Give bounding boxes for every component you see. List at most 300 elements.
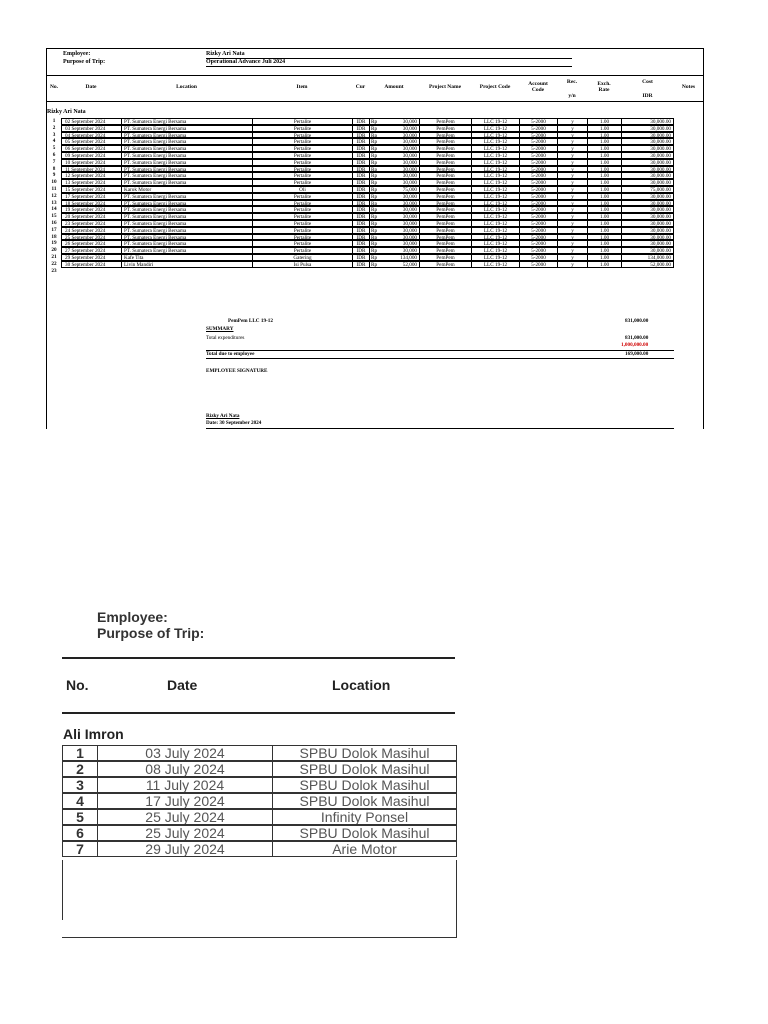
cell-amount: 30,000 <box>381 172 419 179</box>
cell-cur: IDR <box>352 227 369 234</box>
cell-cur: IDR <box>352 152 369 159</box>
cell-amount: 30,000 <box>381 227 419 234</box>
cell-cur: IDR <box>352 179 369 186</box>
cell-exch: 1.00 <box>587 261 621 268</box>
table-row <box>62 761 457 777</box>
cell-no: 19 <box>51 240 57 247</box>
cell-cost: 30,000.00 <box>621 227 674 234</box>
cell-no: 18 <box>51 233 57 240</box>
cell-cost: 30,000.00 <box>621 240 674 247</box>
cell-location: PT. Sumatera Energi Bersama <box>121 240 252 247</box>
cell-location: PT. Sumatera Energi Bersama <box>121 206 252 213</box>
cell-amount: 30,000 <box>381 247 419 254</box>
cell-cur: IDR <box>352 172 369 179</box>
cell-cur: IDR <box>352 125 369 132</box>
cell-rec: y <box>557 261 587 268</box>
cell-item: Pertalite <box>252 132 352 139</box>
cell-item: Pertalite <box>252 213 352 220</box>
cell-date: 15 September 2024 <box>61 186 121 193</box>
cell-item: Pertalite <box>252 152 352 159</box>
cell-date: 05 September 2024 <box>61 138 121 145</box>
col-account: Account <box>528 81 548 87</box>
cell-no: 15 <box>51 213 57 220</box>
cell-account: 5-2000 <box>519 234 557 241</box>
table-row <box>47 200 703 207</box>
cell-no: 23 <box>51 267 57 274</box>
cell-cost: 30,000.00 <box>621 200 674 207</box>
cell-exch: 1.00 <box>587 118 621 125</box>
col-project-name: Project Name <box>428 84 462 90</box>
purpose-label-2: Purpose of Trip: <box>97 625 205 641</box>
cell-date: 24 September 2024 <box>61 227 121 234</box>
cell-rec: y <box>557 152 587 159</box>
summary-divider-bottom <box>206 358 674 359</box>
cell-exch: 1.00 <box>587 254 621 261</box>
cell-no: 1 <box>62 745 97 761</box>
cell-rp: Rp <box>369 172 381 179</box>
cell-account: 5-2000 <box>519 213 557 220</box>
signature-name: Rizky Ari Nata <box>206 413 240 419</box>
cell-project-name: PemPem <box>419 261 471 268</box>
table-row <box>47 179 703 186</box>
cell-date: 11 September 2024 <box>61 166 121 173</box>
cell-account: 5-2000 <box>519 166 557 173</box>
cell-rec: y <box>557 118 587 125</box>
cell-item: Pertalite <box>252 227 352 234</box>
cell-rp: Rp <box>369 247 381 254</box>
cell-item: Oli <box>252 186 352 193</box>
cell-no: 7 <box>52 158 56 165</box>
employee-underline <box>206 58 572 59</box>
cell-project-name: PemPem <box>419 247 471 254</box>
cell-location: SPBU Dolok Masihul <box>272 761 457 777</box>
cell-item: Pertalite <box>252 247 352 254</box>
cell-no: 4 <box>52 138 56 145</box>
cell-location: PT. Sumatera Energi Bersama <box>121 145 252 152</box>
table-row <box>47 220 703 227</box>
cell-rec: y <box>557 179 587 186</box>
cell-no: 2 <box>62 761 97 777</box>
cell-account: 5-2000 <box>519 186 557 193</box>
cell-project-code: LLC 19-12 <box>471 234 519 241</box>
cell-cur: IDR <box>352 254 369 261</box>
cell-rp: Rp <box>369 193 381 200</box>
table-row <box>47 268 703 275</box>
cell-cost: 30,000.00 <box>621 234 674 241</box>
cell-account: 5-2000 <box>519 172 557 179</box>
summary-divider-top <box>206 350 674 351</box>
cell-rp: Rp <box>369 118 381 125</box>
cell-date: 20 September 2024 <box>61 213 121 220</box>
cell-no: 9 <box>52 172 56 179</box>
cell-date: 03 September 2024 <box>61 125 121 132</box>
signature-title: EMPLOYEE SIGNATURE <box>206 368 268 374</box>
cell-date: 02 September 2024 <box>61 118 121 125</box>
cell-rp: Rp <box>369 125 381 132</box>
cell-project-name: PemPem <box>419 220 471 227</box>
cell-amount: 30,000 <box>381 206 419 213</box>
cell-cur: IDR <box>352 247 369 254</box>
cell-location: PT. Sumatera Energi Bersama <box>121 138 252 145</box>
cell-rec: y <box>557 172 587 179</box>
cell-cost: 30,000.00 <box>621 145 674 152</box>
cell-cost: 30,000.00 <box>621 132 674 139</box>
cell-rp: Rp <box>369 240 381 247</box>
cell-date: 11 July 2024 <box>97 777 272 793</box>
cell-item: Pertalite <box>252 118 352 125</box>
table-row <box>47 213 703 220</box>
cell-date: 04 September 2024 <box>61 132 121 139</box>
cell-no: 10 <box>51 179 57 186</box>
cell-date: 23 September 2024 <box>61 220 121 227</box>
cell-location: SPBU Dolok Masihul <box>272 745 457 761</box>
cell-cost: 30,000.00 <box>621 213 674 220</box>
cell-rec: y <box>557 138 587 145</box>
cell-item: Isi Pulsa <box>252 261 352 268</box>
cell-project-code: LLC 19-12 <box>471 213 519 220</box>
cell-cur: IDR <box>352 193 369 200</box>
table-row <box>47 186 703 193</box>
cell-amount: 30,000 <box>381 132 419 139</box>
col-exch-rate: Rate <box>598 87 610 93</box>
cell-date: 25 July 2024 <box>97 809 272 825</box>
cell-account: 5-2000 <box>519 159 557 166</box>
cell-rec: y <box>557 227 587 234</box>
cell-item: Pertalite <box>252 234 352 241</box>
table-row <box>47 227 703 234</box>
cell-exch: 1.00 <box>587 206 621 213</box>
project-summary-total: 831,000.00 <box>625 318 649 324</box>
cell-location: PT. Sumatera Energi Bersama <box>121 213 252 220</box>
cell-rec: y <box>557 206 587 213</box>
cell-project-name: PemPem <box>419 172 471 179</box>
cell-rec: y <box>557 145 587 152</box>
cell-project-code: LLC 19-12 <box>471 186 519 193</box>
cell-date: 19 September 2024 <box>61 206 121 213</box>
cell-item: Pertalite <box>252 138 352 145</box>
cell-rec: y <box>557 240 587 247</box>
cell-cur: IDR <box>352 138 369 145</box>
cell-project-code: LLC 19-12 <box>471 159 519 166</box>
cell-project-code: LLC 19-12 <box>471 118 519 125</box>
cell-date: 17 September 2024 <box>61 193 121 200</box>
cell-cur: IDR <box>352 118 369 125</box>
cell-date: 25 September 2024 <box>61 234 121 241</box>
group-name-2: Ali Imron <box>63 726 124 742</box>
total-due-value: 169,000.00 <box>625 351 649 357</box>
table-row <box>62 777 457 793</box>
cell-date: 08 July 2024 <box>97 761 272 777</box>
col-location: Location <box>176 84 197 90</box>
cell-amount: 30,000 <box>381 152 419 159</box>
cell-rec: y <box>557 125 587 132</box>
cell-date: 29 September 2024 <box>61 254 121 261</box>
cell-location: Livin Mandiri <box>121 261 252 268</box>
cell-exch: 1.00 <box>587 240 621 247</box>
table-row <box>62 809 457 825</box>
cell-amount: 30,000 <box>381 118 419 125</box>
cell-date: 30 September 2024 <box>61 261 121 268</box>
cell-account: 5-2000 <box>519 193 557 200</box>
cell-exch: 1.00 <box>587 152 621 159</box>
cell-amount: 30,000 <box>381 179 419 186</box>
cell-rp: Rp <box>369 186 381 193</box>
cell-rec: y <box>557 193 587 200</box>
cell-no: 8 <box>52 165 56 172</box>
cell-rec: y <box>557 247 587 254</box>
cell-location: Karok Motor <box>121 186 252 193</box>
cell-no: 1 <box>52 118 56 124</box>
cell-location: Kafe Tita <box>121 254 252 261</box>
cell-project-code: LLC 19-12 <box>471 200 519 207</box>
cell-date: 18 September 2024 <box>61 200 121 207</box>
summary-title: SUMMARY <box>206 326 234 332</box>
cell-cost: 30,000.00 <box>621 138 674 145</box>
cell-date: 25 July 2024 <box>97 825 272 841</box>
cell-location: PT. Sumatera Energi Bersama <box>121 227 252 234</box>
cell-exch: 1.00 <box>587 159 621 166</box>
cell-no: 22 <box>51 260 57 267</box>
cell-cost: 134,000.00 <box>621 254 674 261</box>
cell-item: Pertalite <box>252 172 352 179</box>
cell-amount: 30,000 <box>381 166 419 173</box>
advance-value: 1,000,000.00 <box>621 342 649 348</box>
cell-exch: 1.00 <box>587 132 621 139</box>
cell-rp: Rp <box>369 132 381 139</box>
cell-cost: 30,000.00 <box>621 193 674 200</box>
employee-label: Employee: <box>63 51 91 57</box>
cell-date: 12 September 2024 <box>61 172 121 179</box>
cell-project-name: PemPem <box>419 159 471 166</box>
cell-rec: y <box>557 234 587 241</box>
cell-exch: 1.00 <box>587 145 621 152</box>
column-header-row <box>47 75 703 102</box>
table-row <box>47 125 703 132</box>
cell-cost: 30,000.00 <box>621 206 674 213</box>
cell-project-code: LLC 19-12 <box>471 166 519 173</box>
cell-rp: Rp <box>369 254 381 261</box>
cell-date: 06 September 2024 <box>61 145 121 152</box>
cell-account: 5-2000 <box>519 254 557 261</box>
col-rec: Rec. <box>566 79 578 85</box>
cell-project-name: PemPem <box>419 240 471 247</box>
cell-no: 5 <box>62 809 97 825</box>
cell-project-name: PemPem <box>419 193 471 200</box>
cell-no: 21 <box>51 253 57 260</box>
cell-location: PT. Sumatera Energi Bersama <box>121 179 252 186</box>
cell-project-name: PemPem <box>419 227 471 234</box>
purpose-label: Purpose of Trip: <box>63 59 106 65</box>
table-row <box>47 166 703 173</box>
table-row <box>47 240 703 247</box>
cell-location: SPBU Dolok Masihul <box>272 777 457 793</box>
cell-project-name: PemPem <box>419 234 471 241</box>
table-row <box>47 234 703 241</box>
cell-exch: 1.00 <box>587 227 621 234</box>
cell-exch: 1.00 <box>587 125 621 132</box>
cell-account: 5-2000 <box>519 206 557 213</box>
cell-rp: Rp <box>369 159 381 166</box>
cell-project-name: PemPem <box>419 138 471 145</box>
cell-no: 4 <box>62 793 97 809</box>
cell-exch: 1.00 <box>587 220 621 227</box>
cell-project-code: LLC 19-12 <box>471 206 519 213</box>
cell-rec: y <box>557 186 587 193</box>
cell-cost: 75,000.00 <box>621 186 674 193</box>
purpose-underline <box>206 66 572 67</box>
col-date: Date <box>85 84 97 90</box>
cell-exch: 1.00 <box>587 186 621 193</box>
cell-project-code: LLC 19-12 <box>471 193 519 200</box>
cell-no: 7 <box>62 841 97 857</box>
cell-no: 5 <box>52 145 56 152</box>
cell-cost: 30,000.00 <box>621 179 674 186</box>
cell-location: PT. Sumatera Energi Bersama <box>121 172 252 179</box>
cell-cost: 30,000.00 <box>621 166 674 173</box>
cell-project-code: LLC 19-12 <box>471 247 519 254</box>
cell-date: 26 September 2024 <box>61 240 121 247</box>
cell-location: SPBU Dolok Masihul <box>272 825 457 841</box>
cell-rec: y <box>557 213 587 220</box>
table-row <box>47 261 703 268</box>
cell-project-name: PemPem <box>419 118 471 125</box>
cell-item: Pertalite <box>252 125 352 132</box>
left-border-2 <box>62 860 63 920</box>
expense-rows <box>47 118 703 274</box>
cell-amount: 30,000 <box>381 213 419 220</box>
cell-project-name: PemPem <box>419 186 471 193</box>
cell-exch: 1.00 <box>587 172 621 179</box>
header-bottom-line-2 <box>62 712 455 714</box>
cell-account: 5-2000 <box>519 200 557 207</box>
cell-no: 6 <box>52 151 56 158</box>
cell-exch: 1.00 <box>587 179 621 186</box>
cell-rec: y <box>557 220 587 227</box>
cell-date: 29 July 2024 <box>97 841 272 857</box>
cell-project-name: PemPem <box>419 179 471 186</box>
cell-account: 5-2000 <box>519 227 557 234</box>
cell-item: Gatering <box>252 254 352 261</box>
cell-no: 3 <box>52 131 56 138</box>
table-row <box>47 118 703 125</box>
table-row <box>47 132 703 139</box>
cell-project-code: LLC 19-12 <box>471 152 519 159</box>
table-row <box>47 159 703 166</box>
cell-exch: 1.00 <box>587 234 621 241</box>
cell-cost: 30,000.00 <box>621 247 674 254</box>
cell-no: 6 <box>62 825 97 841</box>
table-row <box>62 793 457 809</box>
cell-location: PT. Sumatera Energi Bersama <box>121 118 252 125</box>
cell-account: 5-2000 <box>519 261 557 268</box>
cell-no: 17 <box>51 226 57 233</box>
cell-amount: 52,000 <box>381 261 419 268</box>
cell-account: 5-2000 <box>519 247 557 254</box>
cell-project-code: LLC 19-12 <box>471 227 519 234</box>
cell-project-code: LLC 19-12 <box>471 125 519 132</box>
cell-date: 03 July 2024 <box>97 745 272 761</box>
col-date-2: Date <box>167 677 198 693</box>
cell-cur: IDR <box>352 132 369 139</box>
col-cost-idr: IDR <box>642 93 653 99</box>
cell-amount: 30,000 <box>381 159 419 166</box>
table-row <box>47 254 703 261</box>
cell-cost: 30,000.00 <box>621 125 674 132</box>
col-location-2: Location <box>332 677 391 693</box>
cell-rp: Rp <box>369 261 381 268</box>
cell-account: 5-2000 <box>519 220 557 227</box>
cell-amount: 134,000 <box>381 254 419 261</box>
cell-cost: 30,000.00 <box>621 152 674 159</box>
cell-cur: IDR <box>352 240 369 247</box>
cell-project-code: LLC 19-12 <box>471 132 519 139</box>
cell-amount: 30,000 <box>381 145 419 152</box>
cell-project-name: PemPem <box>419 213 471 220</box>
total-expenditures-value: 831,000.00 <box>625 335 649 341</box>
cell-location: PT. Sumatera Energi Bersama <box>121 152 252 159</box>
col-account-code: Code <box>531 87 545 93</box>
table-row <box>47 145 703 152</box>
cell-location: Infinity Ponsel <box>272 809 457 825</box>
col-item: Item <box>296 84 308 90</box>
cell-exch: 1.00 <box>587 138 621 145</box>
cell-project-name: PemPem <box>419 145 471 152</box>
footer-line-2 <box>62 937 457 938</box>
cell-location: PT. Sumatera Energi Bersama <box>121 200 252 207</box>
cell-cost: 30,000.00 <box>621 220 674 227</box>
cell-project-code: LLC 19-12 <box>471 240 519 247</box>
cell-rp: Rp <box>369 200 381 207</box>
cell-rec: y <box>557 132 587 139</box>
cell-project-code: LLC 19-12 <box>471 179 519 186</box>
cell-project-code: LLC 19-12 <box>471 138 519 145</box>
cell-account: 5-2000 <box>519 138 557 145</box>
cell-rp: Rp <box>369 152 381 159</box>
cell-amount: 30,000 <box>381 138 419 145</box>
table-row <box>47 206 703 213</box>
cell-item: Pertalite <box>252 220 352 227</box>
table-row <box>62 825 457 841</box>
cell-location: PT. Sumatera Energi Bersama <box>121 247 252 254</box>
cell-item: Pertalite <box>252 159 352 166</box>
right-border-2 <box>456 860 457 938</box>
cell-rp: Rp <box>369 234 381 241</box>
cell-item: Pertalite <box>252 166 352 173</box>
cell-rp: Rp <box>369 220 381 227</box>
col-notes: Notes <box>681 84 696 90</box>
cell-cur: IDR <box>352 261 369 268</box>
total-expenditures-label: Total expenditures <box>206 335 245 341</box>
group-name: Rizky Ari Nata <box>47 109 86 115</box>
cell-item: Pertalite <box>252 206 352 213</box>
cell-project-name: PemPem <box>419 152 471 159</box>
col-cost: Cost <box>642 79 653 85</box>
table-row <box>47 138 703 145</box>
cell-location: PT. Sumatera Energi Bersama <box>121 132 252 139</box>
project-summary-label: PemPem LLC 19-12 <box>228 318 273 324</box>
cell-rec: y <box>557 166 587 173</box>
cell-project-name: PemPem <box>419 200 471 207</box>
cell-location: PT. Sumatera Energi Bersama <box>121 193 252 200</box>
cell-rec: y <box>557 254 587 261</box>
cell-rp: Rp <box>369 213 381 220</box>
cell-item: Pertalite <box>252 145 352 152</box>
employee-label-2: Employee: <box>97 609 168 625</box>
cell-amount: 30,000 <box>381 234 419 241</box>
cell-cur: IDR <box>352 206 369 213</box>
expense-report-sheet-2 <box>62 598 462 943</box>
col-no-2: No. <box>66 677 89 693</box>
